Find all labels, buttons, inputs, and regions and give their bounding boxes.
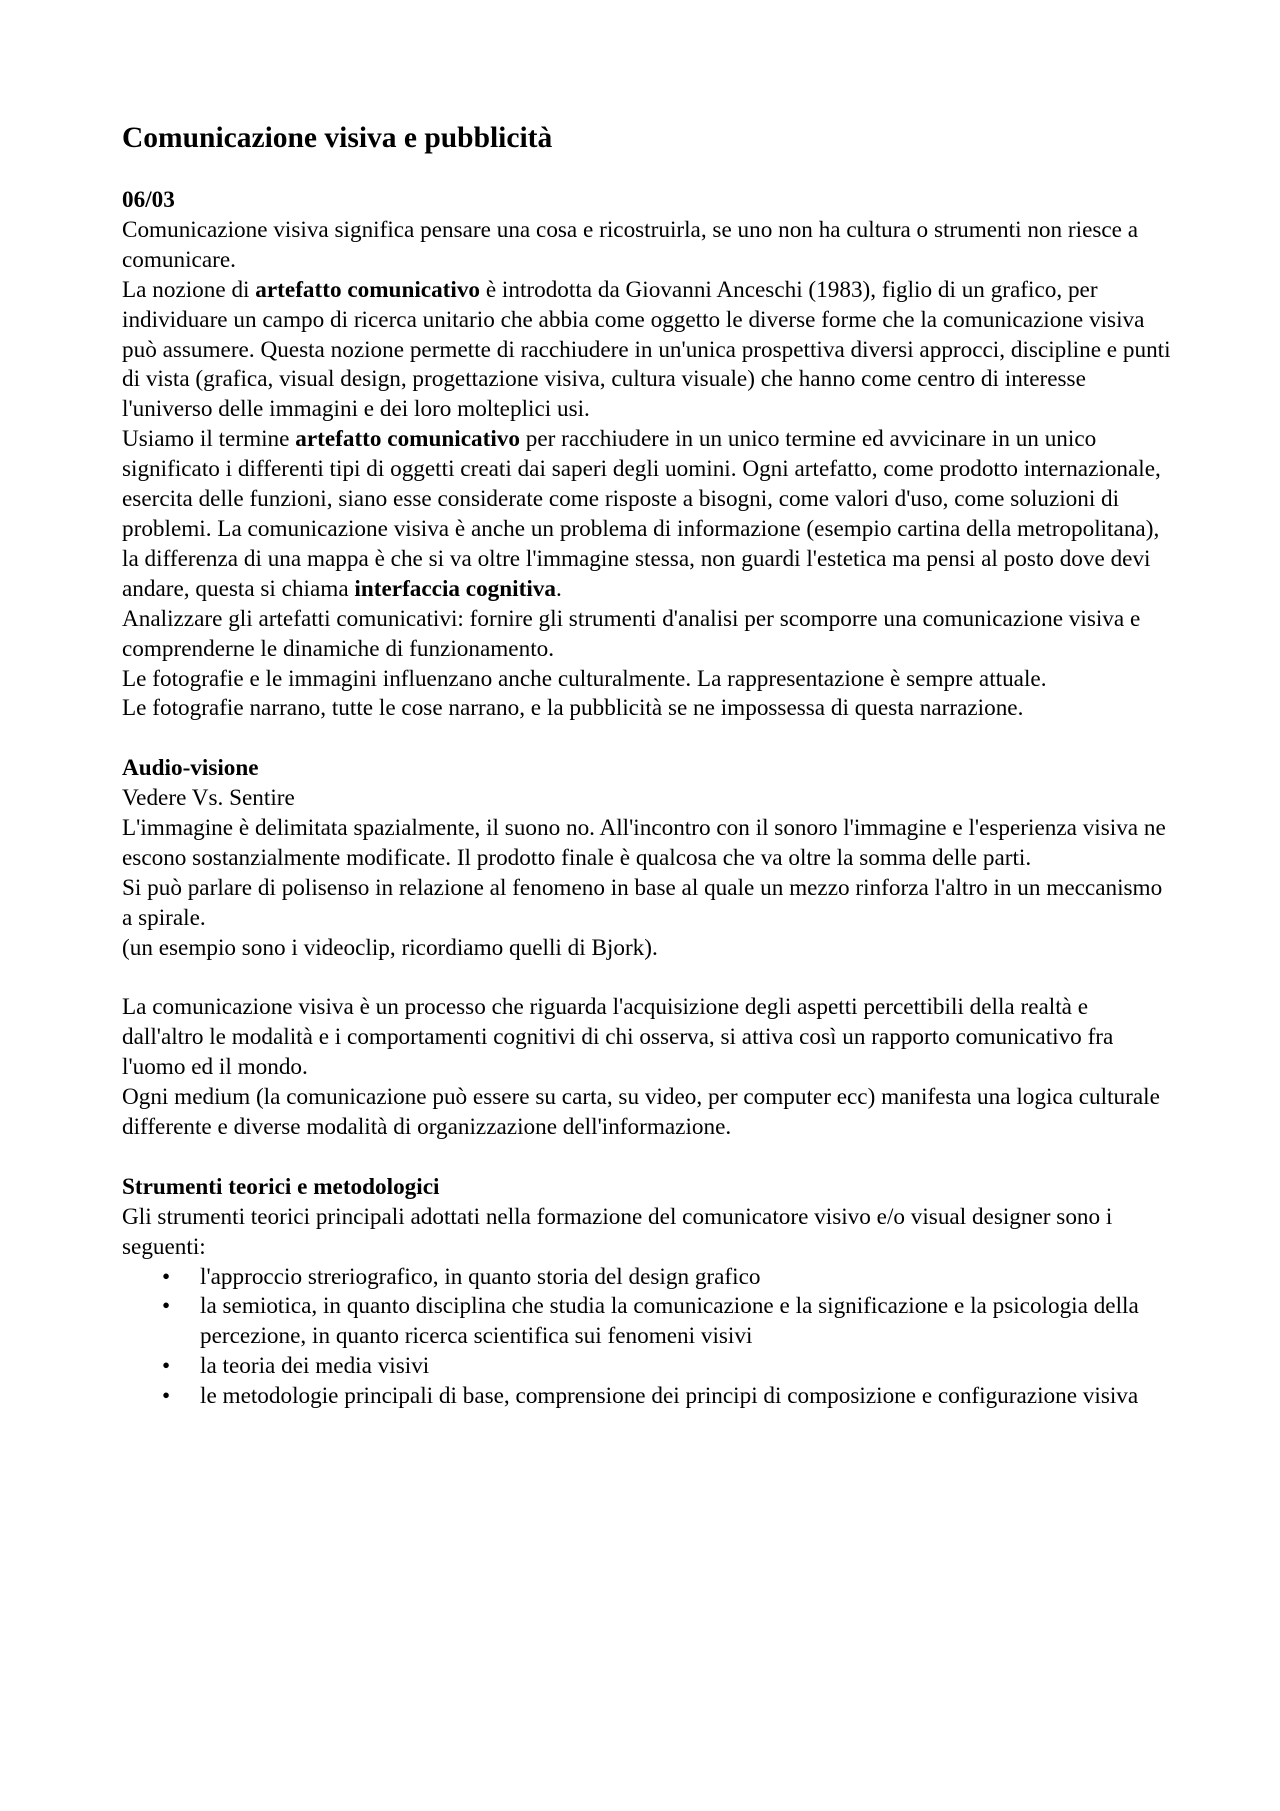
paragraph: Ogni medium (la comunicazione può essere su carta, su video, per computer ecc) manifesta una logica culturale differente e diverse modalità di organizzazione dell'informazione. [122, 1084, 1160, 1141]
spacer [122, 964, 1172, 994]
list-item [122, 1263, 1172, 1293]
list-item [122, 1352, 1172, 1382]
spacer [122, 1143, 1172, 1173]
paragraph: Si può parlare di polisenso in relazione al fenomeno in base al quale un mezzo rinforza l'altro in un meccanismo a spirale. [122, 874, 1163, 931]
paragraph [122, 425, 1172, 604]
bullet-icon: • [162, 1263, 171, 1290]
paragraph: Le fotografie e le immagini influenzano anche culturalmente. La rappresentazione è sempre attuale. [122, 665, 1047, 692]
bullet-icon: • [162, 1353, 171, 1380]
paragraph: La comunicazione visiva è un processo che riguarda l'acquisizione degli aspetti percettibili della realtà e dall'altro le modalità e i comportamenti cognitivi di chi osserva, si attiva così un rapporto comunicativo fra l'uomo ed il mondo. [122, 994, 1114, 1081]
bold-term: interfaccia cognitiva [354, 575, 556, 602]
paragraph [122, 276, 1172, 426]
bullet-list [122, 1263, 1172, 1413]
bullet-icon: • [162, 1293, 171, 1320]
bold-term: artefatto comunicativo [295, 426, 520, 453]
list-item-text: l'approccio streriografico, in quanto storia del design grafico [200, 1263, 761, 1290]
list-item-text: la teoria dei media visivi [200, 1353, 430, 1380]
page-title: Comunicazione visiva e pubblicità [122, 122, 553, 154]
text-run: Usiamo il termine [122, 426, 296, 453]
paragraph: Le fotografie narrano, tutte le cose narrano, e la pubblicità se ne impossessa di questa narrazione. [122, 695, 1024, 722]
section-heading-audio-visione: Audio-visione [122, 755, 259, 782]
paragraph: (un esempio sono i videoclip, ricordiamo quelli di Bjork). [122, 934, 658, 961]
text-run: La nozione di [122, 276, 256, 303]
subheading: Vedere Vs. Sentire [122, 785, 295, 812]
paragraph: L'immagine è delimitata spazialmente, il suono no. All'incontro con il sonoro l'immagine e l'esperienza visiva ne escono sostanzialmente modificate. Il prodotto finale è qualcosa che va oltre la somma delle parti. [122, 815, 1166, 871]
document-body [122, 118, 1172, 1412]
section-heading-strumenti: Strumenti teorici e metodologici [122, 1173, 440, 1200]
date-heading: 06/03 [122, 187, 175, 213]
bullet-icon: • [162, 1383, 171, 1410]
text-run: . [555, 575, 562, 602]
bold-term: artefatto comunicativo [255, 276, 481, 303]
paragraph: Analizzare gli artefatti comunicativi: fornire gli strumenti d'analisi per scomporre una comunicazione visiva e comprenderne le dinamiche di funzionamento. [122, 605, 1141, 662]
spacer [122, 724, 1172, 754]
paragraph: Gli strumenti teorici principali adottati nella formazione del comunicatore visivo e/o visual designer sono i seguenti: [122, 1203, 1113, 1260]
text-run: è introdotta da Giovanni Anceschi (1983), figlio di un grafico, per individuare un campo di ricerca unitario che abbia come oggetto le diverse forme che la comunicazione visiva può assumere. Questa nozione permette di racchiudere in un'unica prospettiva diversi approcci, discipline e punti di vista (grafica, visual design, progettazione visiva, cultura visuale) che hanno come centro di interesse l'universo delle immagini e dei loro molteplici usi. [122, 276, 1171, 423]
list-item-text: la semiotica, in quanto disciplina che studia la comunicazione e la significazione e la psicologia della percezione, in quanto ricerca scientifica sui fenomeni visivi [200, 1293, 1139, 1350]
list-item [122, 1292, 1172, 1352]
list-item-text: le metodologie principali di base, comprensione dei principi di composizione e configurazione visiva [200, 1383, 1139, 1410]
paragraph: Comunicazione visiva significa pensare una cosa e ricostruirla, se uno non ha cultura o strumenti non riesce a comunicare. [122, 216, 1139, 273]
text-run: per racchiudere in un unico termine ed avvicinare in un unico significato i differenti tipi di oggetti creati dai saperi degli uomini. Ogni artefatto, come prodotto internazionale, esercita delle funzioni, siano esse considerate come risposte a bisogni, come valori d'uso, come soluzioni di problemi. La comunicazione visiva è anche un problema di informazione (esempio cartina della metropolitana), la differenza di una mappa è che si va oltre l'immagine stessa, non guardi l'estetica ma pensi al posto dove devi andare, questa si chiama [122, 426, 1161, 602]
list-item [122, 1382, 1172, 1412]
